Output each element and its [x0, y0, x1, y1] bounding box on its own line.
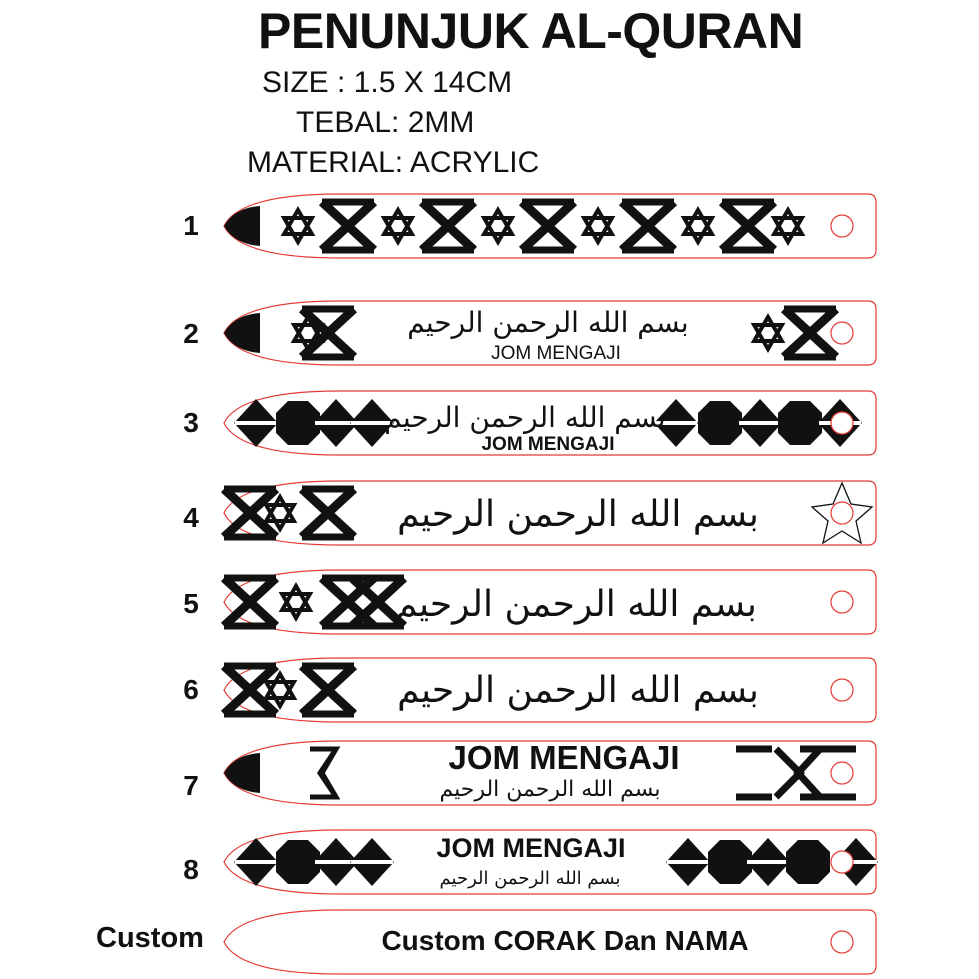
item-label-8: 8 [183, 854, 199, 885]
spec-material: MATERIAL: ACRYLIC [247, 146, 540, 179]
item-label-3: 3 [183, 407, 199, 438]
page-title: PENUNJUK AL-QURAN [258, 3, 804, 59]
bismillah-3: بسم الله الرحمن الرحيم [384, 401, 666, 434]
pointer-design-1 [220, 190, 876, 262]
spec-size: SIZE : 1.5 X 14CM [262, 66, 513, 99]
item-label-1: 1 [183, 210, 199, 241]
bismillah-8: بسم الله الرحمن الرحيم [439, 868, 621, 889]
bismillah-6: بسم الله الرحمن الرحيم [397, 670, 759, 711]
tagline-custom: Custom CORAK Dan NAMA [381, 925, 749, 956]
tagline-7: JOM MENGAJI [448, 739, 680, 776]
tagline-3: JOM MENGAJI [481, 434, 615, 455]
item-label-custom: Custom [96, 922, 204, 954]
tagline-8: JOM MENGAJI [436, 833, 626, 863]
item-label-6: 6 [183, 674, 199, 705]
bismillah-2: بسم الله الرحمن الرحيم [407, 306, 689, 339]
item-label-4: 4 [183, 502, 199, 533]
spec-thickness: TEBAL: 2MM [296, 106, 475, 139]
item-label-5: 5 [183, 588, 199, 619]
bismillah-5: بسم الله الرحمن الرحيم [395, 584, 757, 625]
bismillah-7: بسم الله الرحمن الرحيم [439, 777, 661, 802]
bismillah-4: بسم الله الرحمن الرحيم [397, 494, 759, 535]
tagline-2: JOM MENGAJI [491, 343, 621, 364]
item-label-7: 7 [183, 770, 199, 801]
item-label-2: 2 [183, 318, 199, 349]
